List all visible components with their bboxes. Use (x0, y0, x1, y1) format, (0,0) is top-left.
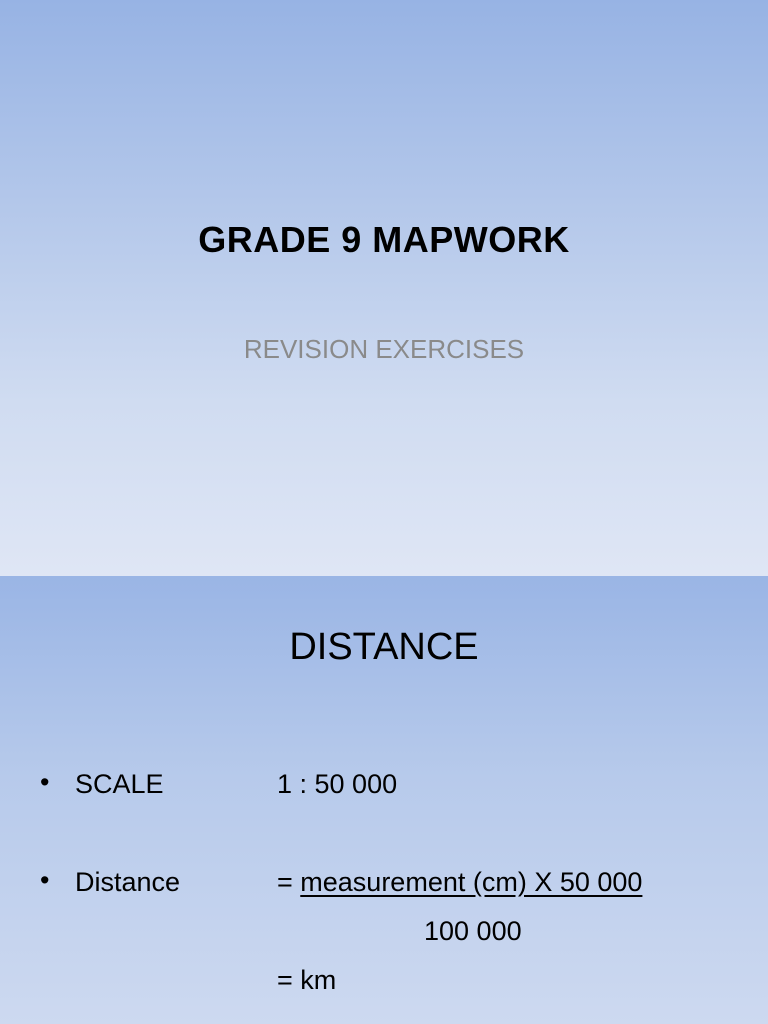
distance-label: Distance (75, 867, 181, 897)
formula-denominator: 100 000 (424, 916, 522, 946)
scale-label: SCALE (75, 769, 164, 799)
distance-slide (0, 576, 768, 1024)
formula-equals: = (277, 867, 301, 897)
formula-result: = km (277, 965, 337, 995)
bullet-icon: • (40, 865, 50, 895)
distance-formula (277, 867, 642, 898)
slide-subtitle: REVISION EXERCISES (243, 334, 525, 364)
formula-numerator: measurement (cm) X 50 000 (300, 867, 643, 897)
slide-title: GRADE 9 MAPWORK (198, 219, 570, 260)
scale-value: 1 : 50 000 (277, 769, 398, 799)
bullet-icon: • (40, 767, 50, 797)
distance-title: DISTANCE (289, 626, 479, 668)
